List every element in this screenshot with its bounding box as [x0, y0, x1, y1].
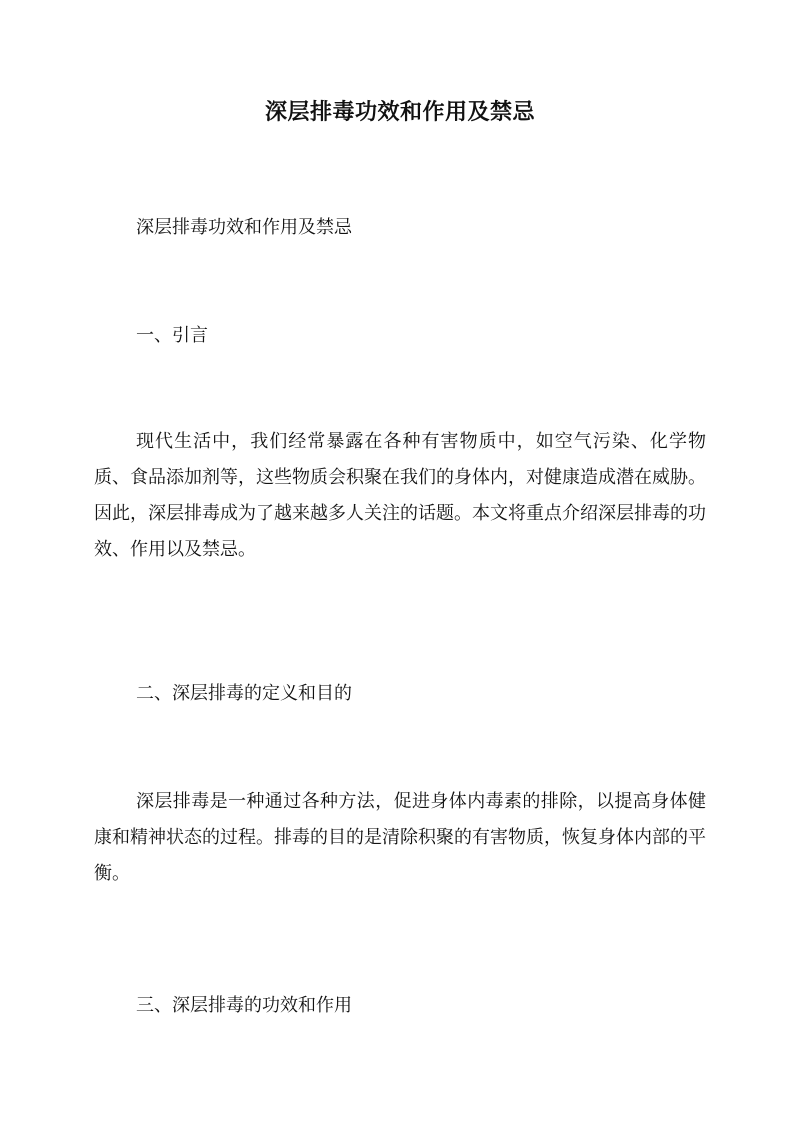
section-heading-3-text: 三、深层排毒的功效和作用: [136, 995, 352, 1016]
section-heading-1-text: 一、引言: [136, 325, 208, 346]
page-title: 深层排毒功效和作用及禁忌: [264, 99, 535, 125]
section-heading-1: [94, 318, 706, 354]
section-paragraph-2: [94, 784, 706, 892]
section-paragraph-1: [94, 424, 706, 568]
document-subtitle: [94, 210, 706, 246]
section-paragraph-1-text: 现代生活中，我们经常暴露在各种有害物质中，如空气污染、化学物质、食品添加剂等，这些物质会积聚在我们的身体内，对健康造成潜在威胁。因此，深层排毒成为了越来越多人关注的话题。本文将重点介绍深层排毒的功效、作用以及禁忌。: [94, 431, 706, 560]
section-heading-3: [94, 988, 706, 1024]
subtitle-text: 深层排毒功效和作用及禁忌: [136, 217, 352, 238]
section-paragraph-2-text: 深层排毒是一种通过各种方法，促进身体内毒素的排除，以提高身体健康和精神状态的过程。排毒的目的是清除积聚的有害物质，恢复身体内部的平衡。: [94, 791, 706, 884]
section-heading-2-text: 二、深层排毒的定义和目的: [136, 683, 352, 704]
section-heading-2: [94, 676, 706, 712]
